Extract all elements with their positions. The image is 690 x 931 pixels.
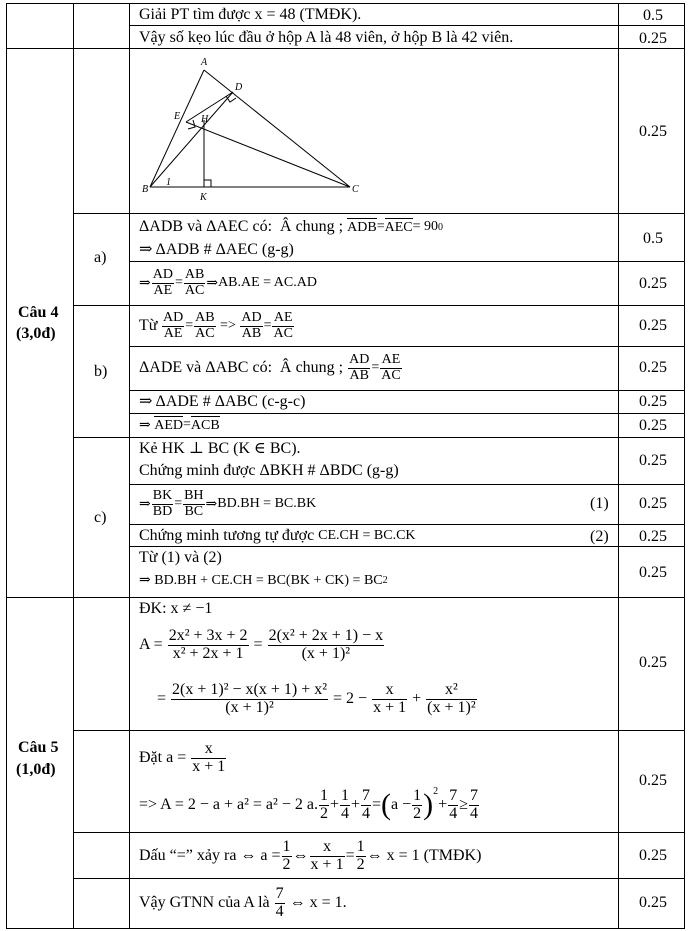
row-line — [129, 546, 684, 547]
text: BD.BH = BC.BK — [217, 496, 317, 511]
part-b-line-4: ⇒ AED = ACB — [139, 417, 220, 433]
points: 0.25 — [639, 417, 667, 434]
points: 0.25 — [639, 452, 667, 469]
frac-num: 2x² + 3x + 2 — [168, 626, 248, 644]
frac-den: (x + 1)² — [301, 644, 351, 662]
label-h: H — [201, 114, 209, 125]
text: Â chung ; — [280, 359, 344, 376]
frac-den: AC — [184, 282, 205, 298]
right-angle-k — [204, 180, 211, 187]
row-line — [73, 878, 684, 879]
text: Đặt a = — [139, 749, 187, 766]
frac-num: x² — [426, 682, 476, 700]
points: 0.25 — [639, 359, 667, 376]
frac-num: 2(x + 1)² − x(x + 1) + x² — [172, 680, 328, 698]
part-b-line-3: ⇒ ΔADE # ΔABC (c-g-c) — [139, 393, 306, 410]
degree: 0 — [438, 221, 443, 233]
angle-aed: AED — [154, 418, 184, 433]
segment-bd — [150, 92, 233, 187]
segment-ce — [186, 122, 350, 187]
part-b-line-1: Từ $\frac{AD}{AE}$ = $\frac{AB}{AC}$ => $\frac{AD}{AB}$ = $\frac{AE}{AC}$ — [139, 309, 293, 341]
frac-num: 2(x² + 2x + 1) − x — [268, 626, 384, 644]
superscript: 2 — [433, 786, 439, 797]
text: = 90 — [412, 219, 438, 234]
col-divider-1 — [73, 3, 74, 929]
part-c-line-3: ⇒ $\frac{BK}{BD}$ = $\frac{BH}{BC}$ ⇒ BD.BH = BC.BK — [139, 487, 317, 519]
frac-num: AD — [162, 309, 184, 325]
part-c-line-1: Kẻ HK ⊥ BC (K ∈ BC). — [139, 440, 301, 457]
superscript: 2 — [382, 574, 388, 586]
row-line — [6, 597, 684, 598]
frac-den: x + 1 — [192, 757, 226, 775]
frac-num: AD — [152, 266, 173, 282]
frac-den: AC — [273, 325, 293, 341]
question-5-score: (1,0đ) — [16, 761, 56, 778]
frac-den: AB — [349, 367, 369, 383]
row-line — [129, 390, 684, 391]
frac-den: (x + 1)² — [427, 698, 476, 716]
part-c-line-4 — [139, 526, 416, 546]
q5-line-2: = $\frac{\text{2(x + 1)² − x(x + 1) + x²}}{\text{(x + 1)²}}$ = 2 − $\frac{x}{x + 1}$ + $\frac{\text{x²}}{\text{(x + 1)²}}$ — [157, 680, 476, 716]
points: 0.25 — [639, 123, 667, 140]
frac-den: 4 — [362, 804, 371, 822]
frac-den: BC — [184, 503, 204, 519]
frac-num: 7 — [469, 786, 478, 804]
label-k: K — [200, 192, 207, 202]
segment-ab — [150, 70, 204, 187]
row-line — [129, 524, 684, 525]
frac-num: AB — [184, 266, 205, 282]
row-line — [73, 213, 684, 214]
frac-den: x² + 2x + 1 — [172, 644, 244, 662]
frac-num: x — [310, 839, 345, 857]
text: ⇔ x = 1 (TMĐK) — [366, 847, 482, 864]
frac-den: x + 1 — [373, 698, 407, 716]
col-divider-2 — [129, 3, 130, 929]
text: => A = 2 − a + a² = a² − 2 a. — [139, 796, 318, 813]
text: a − — [391, 796, 412, 813]
text: Từ — [139, 317, 158, 334]
frac-den: AE — [163, 325, 183, 341]
angle-acb: ACB — [190, 418, 220, 433]
text: ΔADB và ΔAEC có: — [139, 218, 273, 235]
text: ΔADE và ΔABC có: — [139, 359, 273, 376]
points: 0.25 — [639, 30, 667, 47]
frac-den: x + 1 — [310, 855, 344, 873]
text: AB.AE = AC.AD — [218, 275, 317, 290]
row-line — [129, 25, 684, 26]
label-c: C — [352, 184, 359, 195]
table-left-border — [6, 3, 7, 929]
label-d: D — [235, 82, 243, 93]
q5-line-3 — [139, 736, 227, 780]
frac-den: AC — [381, 367, 401, 383]
label-b: B — [142, 184, 149, 195]
equation-tag-2: (2) — [590, 528, 609, 545]
frac-num: 1 — [340, 786, 349, 804]
row-line — [6, 48, 684, 49]
frac-num: AD — [241, 309, 262, 325]
q5-line-5: Dấu “=” xảy ra ⇔ a = $\frac{1}{2}$ ⇔ $\frac{x}{x + 1}$ = $\frac{1}{2}$ ⇔ x = 1 (TMĐK) — [139, 837, 482, 873]
angle-label-1: 1 — [166, 177, 171, 188]
points: 0.25 — [639, 564, 667, 581]
equation-tag-1: (1) — [590, 495, 609, 512]
text: Vậy GTNN của A là — [139, 894, 270, 911]
frac-num: AB — [195, 309, 215, 325]
points: 0.25 — [639, 528, 667, 545]
part-a-line-3: ⇒ $\frac{AD}{AE}$ = $\frac{AB}{AC}$ ⇒ AB.AE = AC.AD — [139, 266, 317, 298]
frac-den: 2 — [282, 855, 291, 873]
q5-line-6 — [139, 881, 347, 925]
text: = 2 − — [333, 690, 368, 707]
frac-num: 1 — [319, 786, 328, 804]
right-angle-d — [226, 96, 236, 102]
frac-num: x — [191, 741, 226, 759]
part-b-label: b) — [94, 363, 108, 380]
angle-aec: AEC — [384, 220, 413, 235]
part-c-line-5: Từ (1) và (2) — [139, 549, 222, 566]
points: 0.25 — [639, 772, 667, 789]
frac-num: AE — [381, 351, 401, 367]
points: 0.25 — [639, 275, 667, 292]
label-e: E — [174, 111, 181, 122]
frac-num: AE — [273, 309, 293, 325]
frac-den: 4 — [275, 902, 284, 920]
frac-den: 4 — [449, 804, 458, 822]
frac-num: 7 — [449, 786, 458, 804]
frac-den: 4 — [469, 804, 478, 822]
question-4-score: (3,0đ) — [16, 325, 56, 342]
triangle-figure — [138, 52, 368, 202]
text: ⇒ BD.BH + CE.CH = BC(BK + CK) = BC — [139, 572, 383, 588]
solution-line: Giải PT tìm được x = 48 (TMĐK). — [139, 6, 362, 23]
frac-den: BD — [152, 503, 173, 519]
points: 0.25 — [639, 317, 667, 334]
row-line — [73, 437, 684, 438]
points: 0.25 — [639, 495, 667, 512]
conclusion-line: Vậy số kẹo lúc đầu ở hộp A là 48 viên, ở hộp B là 42 viên. — [139, 29, 514, 46]
row-line — [129, 261, 684, 262]
part-a-label: a) — [94, 249, 107, 266]
part-c-label: c) — [94, 509, 107, 526]
points: 0.25 — [639, 847, 667, 864]
part-c-line-2: Chứng minh được ΔBKH # ΔBDC (g-g) — [139, 462, 399, 479]
segment-ac — [204, 70, 350, 187]
frac-num: 1 — [356, 837, 365, 855]
angle-adb: ADB — [347, 220, 377, 235]
frac-num: 7 — [275, 884, 284, 902]
part-a-line-1 — [139, 217, 443, 237]
points: 0.5 — [643, 230, 663, 247]
text: Â chung ; — [280, 218, 344, 235]
points: 0.5 — [643, 7, 663, 24]
question-4-label: Câu 4 — [18, 304, 59, 321]
frac-num: BK — [152, 487, 173, 503]
q5-line-4: => A = 2 − a + a² = a² − 2 a. $\frac{1}{2}$ + $\frac{1}{4}$ + $\frac{7}{4}$ = ( a − $\frac{1}{2}$ ) $^2$ + $\frac{7}{4}$ ≥ $\frac{7}{4}$ — [139, 786, 478, 822]
text: = — [376, 219, 385, 234]
frac-num: 7 — [362, 786, 371, 804]
frac-den: 2 — [413, 804, 422, 822]
part-c-line-6 — [139, 570, 388, 590]
text: Chứng minh tương tự được — [139, 527, 315, 544]
part-b-line-2: ΔADE và ΔABC có: Â chung ; $\frac{AD}{AB}$ = $\frac{AE}{AC}$ — [139, 351, 401, 383]
points: 0.25 — [639, 894, 667, 911]
question-5-label: Câu 5 — [18, 739, 59, 756]
text: ⇔ x = 1. — [289, 894, 347, 911]
text: => — [220, 318, 236, 333]
frac-den: 2 — [356, 855, 365, 873]
frac-num: BH — [184, 487, 204, 503]
row-line — [73, 832, 684, 833]
frac-num: AD — [349, 351, 370, 367]
frac-num: 1 — [413, 786, 422, 804]
table-bottom-border — [6, 928, 684, 929]
points: 0.25 — [639, 654, 667, 671]
frac-num: x — [372, 682, 407, 700]
part-a-line-2: ⇒ ΔADB # ΔAEC (g-g) — [139, 241, 294, 258]
frac-den: 2 — [319, 804, 328, 822]
label-a: A — [201, 57, 208, 68]
domain-condition: ĐK: x ≠ −1 — [139, 600, 213, 617]
frac-den: AC — [195, 325, 215, 341]
row-line — [73, 730, 684, 731]
frac-den: (x + 1)² — [225, 698, 274, 716]
frac-den: 4 — [340, 804, 349, 822]
text: CE.CH = BC.CK — [318, 528, 416, 543]
q5-line-1: A = $\frac{\text{2x² + 3x + 2}}{\text{x² + 2x + 1}}$ = $\frac{\text{2(x² + 2x + 1) − x}}{\text{(x + 1)²}}$ — [139, 626, 384, 662]
frac-num: 1 — [282, 837, 291, 855]
frac-den: AE — [153, 282, 173, 298]
frac-den: AB — [241, 325, 262, 341]
text: Dấu “=” xảy ra ⇔ a = — [139, 847, 281, 864]
text: A = — [139, 636, 163, 653]
table-top-border — [6, 3, 684, 4]
points: 0.25 — [639, 393, 667, 410]
